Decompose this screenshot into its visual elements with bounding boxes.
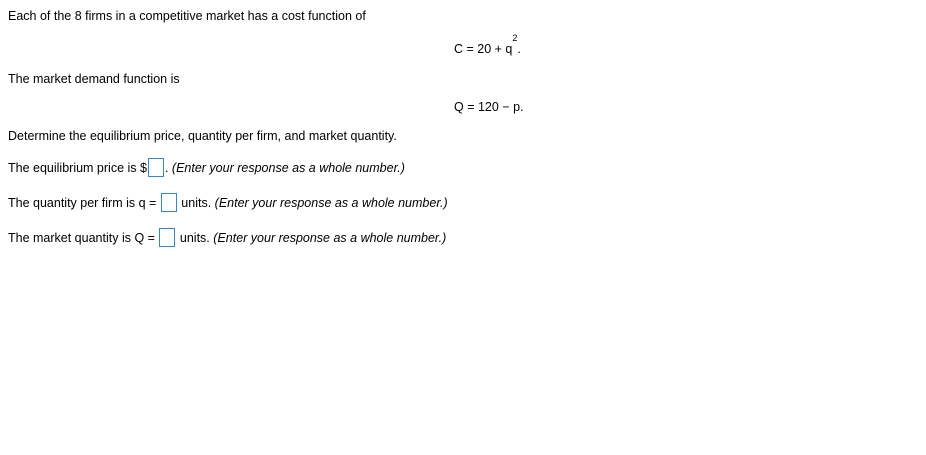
price-label: The equilibrium price is $ xyxy=(8,161,147,175)
price-after: . xyxy=(164,161,169,175)
market-quantity-label: The market quantity is Q = xyxy=(8,231,155,245)
task-instruction: Determine the equilibrium price, quantity per firm, and market quantity. xyxy=(8,129,397,143)
price-answer-input[interactable] xyxy=(148,158,164,177)
cost-equation-exponent: 2 xyxy=(512,33,518,43)
demand-equation: Q = 120 − p. xyxy=(454,100,524,114)
market-quantity-answer-input[interactable] xyxy=(159,228,175,247)
market-quantity-after: units. xyxy=(179,231,210,245)
question-market-quantity xyxy=(8,229,446,248)
quantity-firm-label: The quantity per firm is q = xyxy=(8,196,157,210)
question-quantity-per-firm xyxy=(8,194,448,213)
demand-intro: The market demand function is xyxy=(8,72,180,86)
quantity-firm-after: units. xyxy=(181,196,212,210)
market-quantity-hint: (Enter your response as a whole number.) xyxy=(213,231,447,245)
cost-equation-end: . xyxy=(517,42,521,56)
question-price xyxy=(8,159,405,178)
quantity-firm-answer-input[interactable] xyxy=(161,193,177,212)
problem-intro: Each of the 8 firms in a competitive market has a cost function of xyxy=(8,9,366,23)
price-hint: (Enter your response as a whole number.) xyxy=(171,161,405,175)
cost-equation-base: C = 20 + q xyxy=(454,42,513,56)
quantity-firm-hint: (Enter your response as a whole number.) xyxy=(214,196,448,210)
cost-equation xyxy=(454,33,521,58)
